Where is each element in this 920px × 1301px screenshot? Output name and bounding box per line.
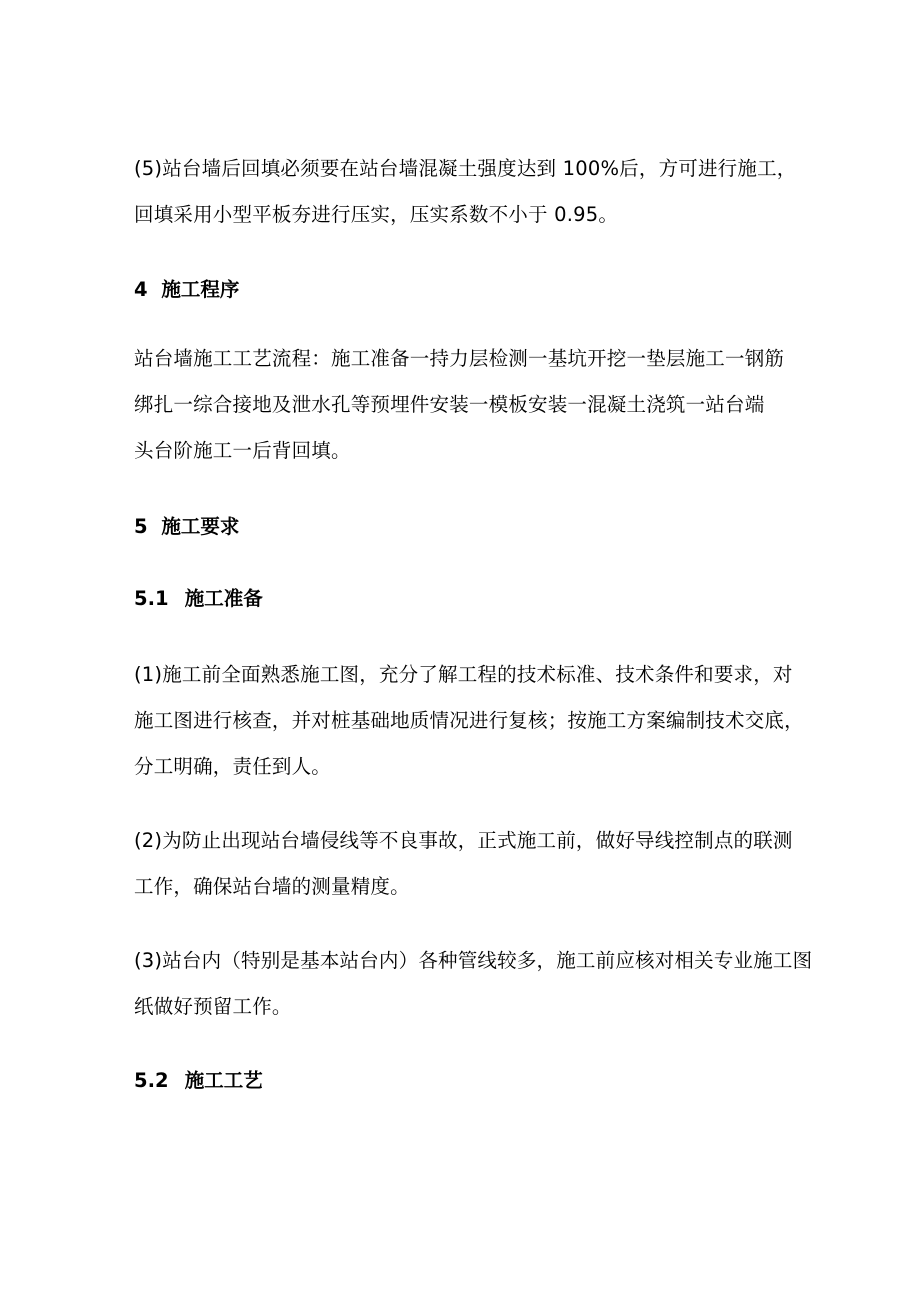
text-line: 头台阶施工一后背回填。 bbox=[134, 439, 351, 462]
heading-number: 5 bbox=[134, 515, 148, 538]
text-line: (1)施工前全面熟悉施工图，充分了解工程的技术标准、技术条件和要求，对 bbox=[134, 663, 793, 686]
heading-section-5-2 bbox=[134, 1066, 263, 1096]
heading-section-4 bbox=[134, 275, 239, 305]
text-line: 纸做好预留工作。 bbox=[134, 995, 292, 1018]
text-line: (5)站台墙后回填必须要在站台墙混凝土强度达到 100%后，方可进行施工， bbox=[134, 157, 797, 180]
heading-section-5 bbox=[134, 512, 239, 542]
text-line: (2)为防止出现站台墙侵线等不良事故，正式施工前，做好导线控制点的联测 bbox=[134, 829, 793, 852]
heading-title: 施工准备 bbox=[184, 587, 263, 610]
paragraph-backfill bbox=[134, 146, 806, 238]
text-line: 施工图进行核查，并对桩基础地质情况进行复核；按施工方案编制技术交底， bbox=[134, 709, 804, 732]
text-line: (3)站台内（特别是基本站台内）各种管线较多，施工前应核对相关专业施工图 bbox=[134, 949, 813, 972]
text-line: 回填采用小型平板夯进行压实，压实系数不小于 0.95。 bbox=[134, 203, 619, 226]
paragraph-prep-2 bbox=[134, 818, 806, 910]
text-line: 分工明确，责任到人。 bbox=[134, 755, 332, 778]
text-line: 绑扎一综合接地及泄水孔等预埋件安装一模板安装一混凝土浇筑一站台端 bbox=[134, 393, 765, 416]
text-line: 工作，确保站台墙的测量精度。 bbox=[134, 875, 410, 898]
heading-section-5-1 bbox=[134, 584, 263, 614]
paragraph-process-flow bbox=[134, 336, 806, 474]
heading-number: 5.2 bbox=[134, 1069, 169, 1092]
text-line: 站台墙施工工艺流程：施工准备一持力层检测一基坑开挖一垫层施工一钢筋 bbox=[134, 347, 785, 370]
paragraph-prep-1 bbox=[134, 652, 806, 790]
heading-number: 4 bbox=[134, 278, 148, 301]
heading-number: 5.1 bbox=[134, 587, 169, 610]
heading-title: 施工工艺 bbox=[184, 1069, 263, 1092]
heading-title: 施工要求 bbox=[161, 515, 240, 538]
paragraph-prep-3 bbox=[134, 938, 813, 1030]
heading-title: 施工程序 bbox=[161, 278, 240, 301]
